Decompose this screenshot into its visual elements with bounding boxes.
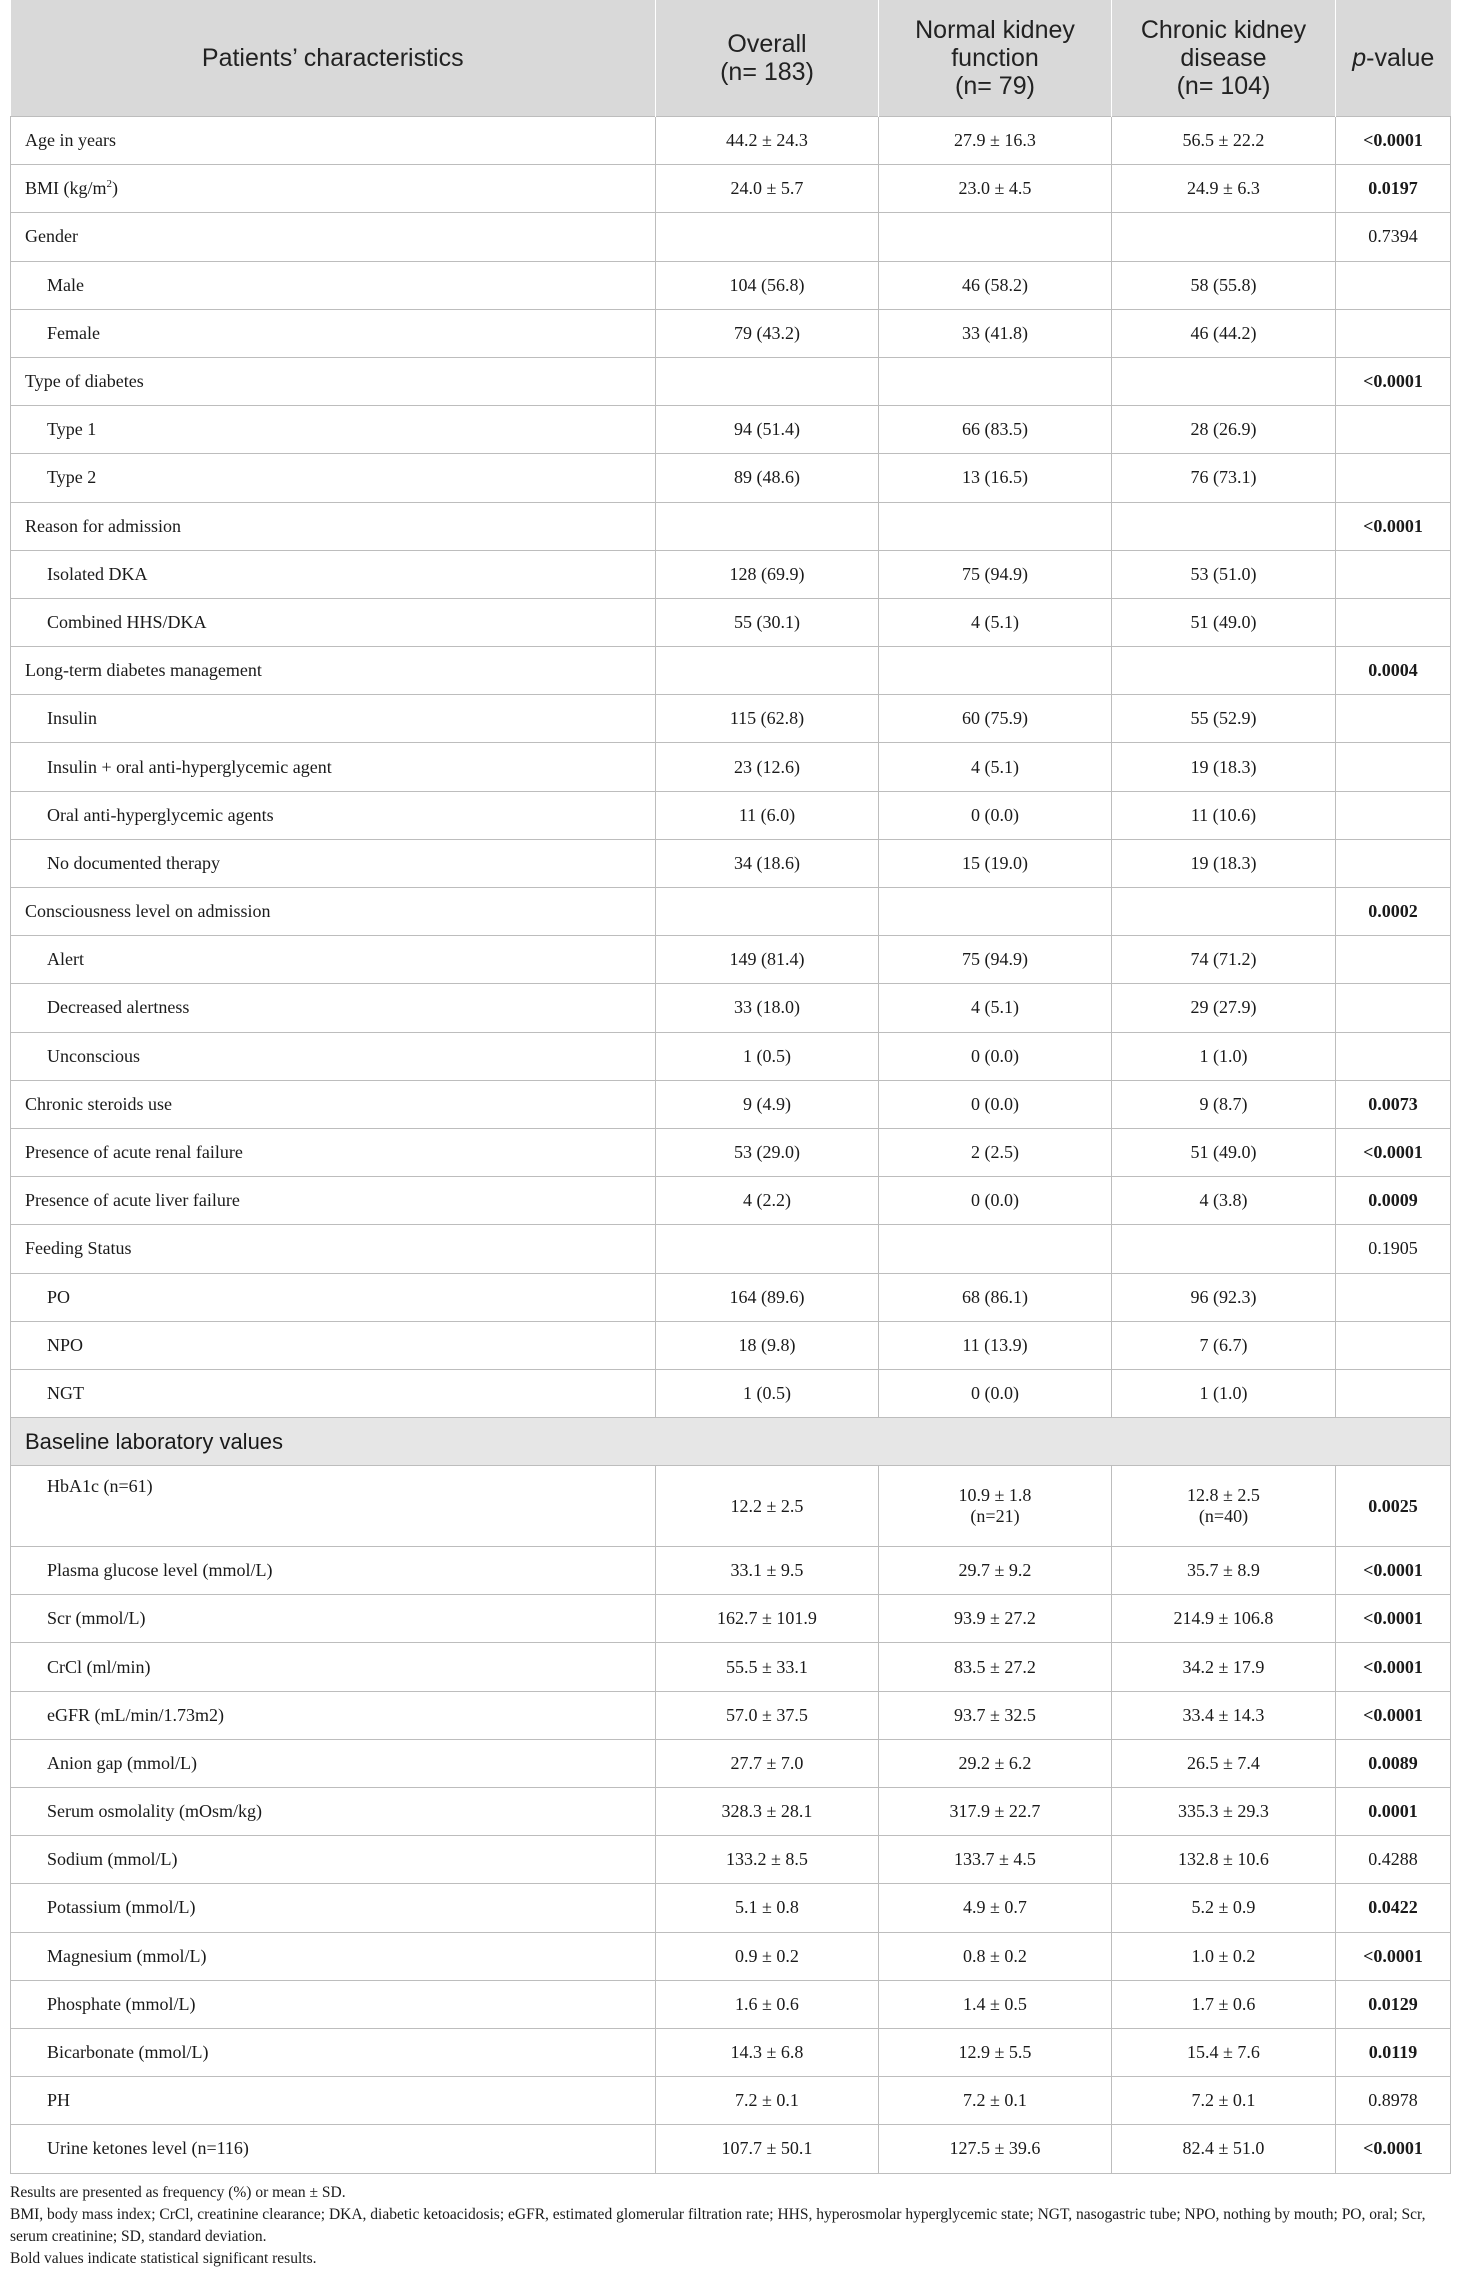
row-label: Gender — [11, 213, 656, 261]
row-label: Unconscious — [11, 1032, 656, 1080]
cell-overall — [656, 888, 879, 936]
cell-overall: 55 (30.1) — [656, 598, 879, 646]
header-ckd-n: (n= 104) — [1176, 72, 1271, 100]
cell-p-value — [1336, 1032, 1451, 1080]
table-row — [11, 502, 1451, 550]
cell-normal: 11 (13.9) — [879, 1321, 1112, 1369]
table-row — [11, 1466, 1451, 1547]
cell-p-value — [1336, 936, 1451, 984]
row-label: Type 1 — [11, 406, 656, 454]
cell-p-value: <0.0001 — [1336, 1643, 1451, 1691]
bmi-label-part: BMI (kg/m — [25, 178, 107, 199]
cell-normal-value: 10.9 ± 1.8 — [958, 1485, 1032, 1506]
cell-overall: 79 (43.2) — [656, 309, 879, 357]
cell-overall: 9 (4.9) — [656, 1080, 879, 1128]
cell-overall: 0.9 ± 0.2 — [656, 1932, 879, 1980]
row-label-text: HbA1c (n=61) — [47, 1476, 153, 1497]
cell-ckd: 7 (6.7) — [1112, 1321, 1336, 1369]
cell-normal: 60 (75.9) — [879, 695, 1112, 743]
cell-overall: 23 (12.6) — [656, 743, 879, 791]
cell-p-value: 0.0129 — [1336, 1980, 1451, 2028]
cell-overall: 44.2 ± 24.3 — [656, 117, 879, 165]
header-normal-line2: function — [951, 44, 1039, 72]
cell-overall: 1 (0.5) — [656, 1032, 879, 1080]
cell-overall: 14.3 ± 6.8 — [656, 2028, 879, 2076]
row-label: Oral anti-hyperglycemic agents — [11, 791, 656, 839]
footnote-1: Results are presented as frequency (%) or mean ± SD. — [10, 2183, 346, 2201]
cell-overall: 27.7 ± 7.0 — [656, 1739, 879, 1787]
cell-p-value — [1336, 406, 1451, 454]
row-label: Urine ketones level (n=116) — [11, 2125, 656, 2173]
cell-overall: 128 (69.9) — [656, 550, 879, 598]
cell-p-value: 0.0009 — [1336, 1177, 1451, 1225]
cell-p-value: <0.0001 — [1336, 1547, 1451, 1595]
cell-normal — [879, 647, 1112, 695]
cell-p-value: 0.0025 — [1336, 1466, 1451, 1547]
row-label — [11, 165, 656, 213]
cell-overall: 5.1 ± 0.8 — [656, 1884, 879, 1932]
table-row — [11, 1739, 1451, 1787]
cell-p-value: <0.0001 — [1336, 2125, 1451, 2173]
table-row — [11, 1643, 1451, 1691]
table-row — [11, 839, 1451, 887]
table-row — [11, 984, 1451, 1032]
table-body-characteristics — [11, 117, 1451, 1418]
table-row — [11, 261, 1451, 309]
table-row — [11, 1932, 1451, 1980]
cell-p-value: 0.4288 — [1336, 1836, 1451, 1884]
table-row — [11, 454, 1451, 502]
cell-p-value — [1336, 791, 1451, 839]
table-row — [11, 1691, 1451, 1739]
cell-ckd: 19 (18.3) — [1112, 839, 1336, 887]
cell-p-value — [1336, 309, 1451, 357]
cell-ckd: 82.4 ± 51.0 — [1112, 2125, 1336, 2173]
cell-p-value: 0.0089 — [1336, 1739, 1451, 1787]
table-header — [11, 0, 1451, 117]
table-row — [11, 2077, 1451, 2125]
cell-overall: 24.0 ± 5.7 — [656, 165, 879, 213]
cell-p-value — [1336, 984, 1451, 1032]
cell-ckd: 76 (73.1) — [1112, 454, 1336, 502]
table-row — [11, 2028, 1451, 2076]
cell-p-value: 0.0004 — [1336, 647, 1451, 695]
cell-ckd: 24.9 ± 6.3 — [1112, 165, 1336, 213]
cell-overall: 18 (9.8) — [656, 1321, 879, 1369]
cell-p-value: 0.0002 — [1336, 888, 1451, 936]
header-normal-kidney — [879, 0, 1112, 117]
cell-p-value — [1336, 261, 1451, 309]
cell-normal: 93.7 ± 32.5 — [879, 1691, 1112, 1739]
cell-ckd — [1112, 502, 1336, 550]
cell-ckd: 9 (8.7) — [1112, 1080, 1336, 1128]
cell-normal: 0 (0.0) — [879, 1080, 1112, 1128]
table-row — [11, 695, 1451, 743]
row-label: Alert — [11, 936, 656, 984]
cell-ckd: 1.0 ± 0.2 — [1112, 1932, 1336, 1980]
table-row — [11, 1980, 1451, 2028]
cell-p-value — [1336, 743, 1451, 791]
cell-ckd-n: (n=40) — [1198, 1506, 1249, 1527]
cell-normal: 15 (19.0) — [879, 839, 1112, 887]
cell-p-value: 0.0197 — [1336, 165, 1451, 213]
row-label: Reason for admission — [11, 502, 656, 550]
cell-p-value — [1336, 695, 1451, 743]
patient-characteristics-table — [10, 0, 1451, 2174]
cell-p-value: 0.0001 — [1336, 1788, 1451, 1836]
cell-ckd: 1.7 ± 0.6 — [1112, 1980, 1336, 2028]
cell-normal — [879, 1466, 1112, 1547]
cell-normal: 127.5 ± 39.6 — [879, 2125, 1112, 2173]
cell-ckd: 35.7 ± 8.9 — [1112, 1547, 1336, 1595]
cell-normal: 4 (5.1) — [879, 598, 1112, 646]
table-row — [11, 598, 1451, 646]
cell-overall: 107.7 ± 50.1 — [656, 2125, 879, 2173]
cell-p-value: <0.0001 — [1336, 502, 1451, 550]
row-label: NPO — [11, 1321, 656, 1369]
row-label: PH — [11, 2077, 656, 2125]
cell-p-value — [1336, 550, 1451, 598]
cell-normal: 0 (0.0) — [879, 1032, 1112, 1080]
row-label — [11, 1466, 656, 1547]
table-row — [11, 1547, 1451, 1595]
header-ckd — [1112, 0, 1336, 117]
cell-normal: 46 (58.2) — [879, 261, 1112, 309]
row-label: Long-term diabetes management — [11, 647, 656, 695]
header-overall-n: (n= 183) — [720, 58, 814, 86]
table-row — [11, 1128, 1451, 1176]
cell-overall: 11 (6.0) — [656, 791, 879, 839]
row-label: CrCl (ml/min) — [11, 1643, 656, 1691]
cell-normal: 0 (0.0) — [879, 791, 1112, 839]
cell-ckd — [1112, 357, 1336, 405]
row-label: Consciousness level on admission — [11, 888, 656, 936]
header-normal-line1: Normal kidney — [915, 16, 1075, 44]
cell-normal: 75 (94.9) — [879, 550, 1112, 598]
cell-ckd: 1 (1.0) — [1112, 1032, 1336, 1080]
section-title: Baseline laboratory values — [11, 1418, 1451, 1466]
header-p-italic: p — [1352, 44, 1367, 72]
header-characteristics: Patients’ characteristics — [11, 0, 656, 117]
cell-ckd — [1112, 888, 1336, 936]
cell-overall: 53 (29.0) — [656, 1128, 879, 1176]
cell-normal: 29.2 ± 6.2 — [879, 1739, 1112, 1787]
cell-ckd: 5.2 ± 0.9 — [1112, 1884, 1336, 1932]
cell-overall: 328.3 ± 28.1 — [656, 1788, 879, 1836]
row-label: Type 2 — [11, 454, 656, 502]
row-label: NGT — [11, 1369, 656, 1417]
cell-p-value — [1336, 1273, 1451, 1321]
cell-normal: 83.5 ± 27.2 — [879, 1643, 1112, 1691]
table-section-lab — [11, 1418, 1451, 1547]
cell-overall: 94 (51.4) — [656, 406, 879, 454]
cell-p-value — [1336, 1369, 1451, 1417]
cell-normal — [879, 1225, 1112, 1273]
row-label: Insulin + oral anti-hyperglycemic agent — [11, 743, 656, 791]
cell-normal — [879, 213, 1112, 261]
cell-p-value: 0.0119 — [1336, 2028, 1451, 2076]
cell-ckd: 29 (27.9) — [1112, 984, 1336, 1032]
bmi-label-part: ) — [112, 178, 119, 199]
cell-ckd — [1112, 213, 1336, 261]
cell-p-value — [1336, 598, 1451, 646]
cell-overall: 104 (56.8) — [656, 261, 879, 309]
row-label: Serum osmolality (mOsm/kg) — [11, 1788, 656, 1836]
cell-ckd: 1 (1.0) — [1112, 1369, 1336, 1417]
cell-ckd: 51 (49.0) — [1112, 598, 1336, 646]
cell-ckd: 33.4 ± 14.3 — [1112, 1691, 1336, 1739]
cell-overall — [656, 1225, 879, 1273]
cell-p-value: <0.0001 — [1336, 1691, 1451, 1739]
table-row — [11, 1369, 1451, 1417]
cell-ckd: 26.5 ± 7.4 — [1112, 1739, 1336, 1787]
cell-normal: 4.9 ± 0.7 — [879, 1884, 1112, 1932]
cell-normal: 1.4 ± 0.5 — [879, 1980, 1112, 2028]
section-row — [11, 1418, 1451, 1466]
cell-overall: 89 (48.6) — [656, 454, 879, 502]
cell-normal: 75 (94.9) — [879, 936, 1112, 984]
cell-normal — [879, 502, 1112, 550]
cell-normal: 4 (5.1) — [879, 743, 1112, 791]
row-label: Decreased alertness — [11, 984, 656, 1032]
row-label: No documented therapy — [11, 839, 656, 887]
cell-normal: 133.7 ± 4.5 — [879, 1836, 1112, 1884]
cell-ckd: 7.2 ± 0.1 — [1112, 2077, 1336, 2125]
cell-normal: 23.0 ± 4.5 — [879, 165, 1112, 213]
cell-overall — [656, 502, 879, 550]
table-row — [11, 1836, 1451, 1884]
cell-ckd — [1112, 1225, 1336, 1273]
cell-overall: 1.6 ± 0.6 — [656, 1980, 879, 2028]
cell-ckd-value: 12.8 ± 2.5 — [1187, 1485, 1260, 1506]
cell-normal: 27.9 ± 16.3 — [879, 117, 1112, 165]
cell-overall: 7.2 ± 0.1 — [656, 2077, 879, 2125]
table-row — [11, 117, 1451, 165]
cell-ckd: 214.9 ± 106.8 — [1112, 1595, 1336, 1643]
cell-p-value: <0.0001 — [1336, 1128, 1451, 1176]
cell-ckd: 11 (10.6) — [1112, 791, 1336, 839]
cell-ckd: 96 (92.3) — [1112, 1273, 1336, 1321]
row-label: Combined HHS/DKA — [11, 598, 656, 646]
table-row — [11, 1080, 1451, 1128]
cell-normal — [879, 357, 1112, 405]
cell-normal — [879, 888, 1112, 936]
cell-p-value: 0.1905 — [1336, 1225, 1451, 1273]
cell-ckd: 132.8 ± 10.6 — [1112, 1836, 1336, 1884]
cell-p-value: <0.0001 — [1336, 1595, 1451, 1643]
cell-normal: 4 (5.1) — [879, 984, 1112, 1032]
cell-ckd: 51 (49.0) — [1112, 1128, 1336, 1176]
row-label: Anion gap (mmol/L) — [11, 1739, 656, 1787]
row-label: PO — [11, 1273, 656, 1321]
footnote-3: Bold values indicate statistical significant results. — [10, 2250, 317, 2268]
footnote-2: BMI, body mass index; CrCl, creatinine clearance; DKA, diabetic ketoacidosis; eGFR, estimated glomerular filtration rate; HHS, hyperosmolar hyperglycemic state; NGT, nasogastric tube; NPO, nothing by mouth; PO, oral; Scr, serum creatinine; SD, standard deviation. — [10, 2205, 1426, 2246]
cell-p-value: 0.8978 — [1336, 2077, 1451, 2125]
table-row — [11, 936, 1451, 984]
table-row — [11, 888, 1451, 936]
cell-ckd: 55 (52.9) — [1112, 695, 1336, 743]
cell-overall: 115 (62.8) — [656, 695, 879, 743]
row-label: Bicarbonate (mmol/L) — [11, 2028, 656, 2076]
header-overall — [656, 0, 879, 117]
table-row — [11, 2125, 1451, 2173]
table-row — [11, 1225, 1451, 1273]
cell-ckd: 19 (18.3) — [1112, 743, 1336, 791]
cell-p-value: 0.0422 — [1336, 1884, 1451, 1932]
cell-normal: 13 (16.5) — [879, 454, 1112, 502]
cell-p-value — [1336, 839, 1451, 887]
row-label: Phosphate (mmol/L) — [11, 1980, 656, 2028]
row-label: Feeding Status — [11, 1225, 656, 1273]
cell-normal: 68 (86.1) — [879, 1273, 1112, 1321]
cell-ckd: 34.2 ± 17.9 — [1112, 1643, 1336, 1691]
header-ckd-line2: disease — [1180, 44, 1267, 72]
cell-normal: 7.2 ± 0.1 — [879, 2077, 1112, 2125]
cell-overall: 12.2 ± 2.5 — [656, 1466, 879, 1547]
header-p-rest: -value — [1366, 44, 1435, 72]
cell-overall: 4 (2.2) — [656, 1177, 879, 1225]
cell-ckd: 15.4 ± 7.6 — [1112, 2028, 1336, 2076]
row-label: Female — [11, 309, 656, 357]
row-label: Insulin — [11, 695, 656, 743]
cell-normal: 2 (2.5) — [879, 1128, 1112, 1176]
table-row — [11, 406, 1451, 454]
cell-overall: 55.5 ± 33.1 — [656, 1643, 879, 1691]
cell-normal: 0.8 ± 0.2 — [879, 1932, 1112, 1980]
cell-normal: 0 (0.0) — [879, 1369, 1112, 1417]
row-label: Age in years — [11, 117, 656, 165]
cell-normal: 33 (41.8) — [879, 309, 1112, 357]
table-row — [11, 1884, 1451, 1932]
table-row — [11, 1788, 1451, 1836]
row-label: Magnesium (mmol/L) — [11, 1932, 656, 1980]
cell-overall: 164 (89.6) — [656, 1273, 879, 1321]
cell-normal: 0 (0.0) — [879, 1177, 1112, 1225]
row-label: Chronic steroids use — [11, 1080, 656, 1128]
cell-p-value: 0.7394 — [1336, 213, 1451, 261]
cell-overall: 162.7 ± 101.9 — [656, 1595, 879, 1643]
cell-overall: 34 (18.6) — [656, 839, 879, 887]
table-row — [11, 743, 1451, 791]
header-normal-n: (n= 79) — [955, 72, 1035, 100]
cell-p-value: <0.0001 — [1336, 117, 1451, 165]
table-row — [11, 357, 1451, 405]
cell-normal: 12.9 ± 5.5 — [879, 2028, 1112, 2076]
table-footnotes — [10, 2182, 1450, 2271]
table-row — [11, 550, 1451, 598]
cell-ckd: 46 (44.2) — [1112, 309, 1336, 357]
cell-ckd — [1112, 1466, 1336, 1547]
cell-overall — [656, 213, 879, 261]
row-label: Presence of acute renal failure — [11, 1128, 656, 1176]
cell-p-value: <0.0001 — [1336, 357, 1451, 405]
cell-normal: 66 (83.5) — [879, 406, 1112, 454]
row-label: Isolated DKA — [11, 550, 656, 598]
cell-normal: 93.9 ± 27.2 — [879, 1595, 1112, 1643]
cell-ckd — [1112, 647, 1336, 695]
table-body-lab — [11, 1547, 1451, 2173]
row-label: Plasma glucose level (mmol/L) — [11, 1547, 656, 1595]
cell-overall: 33 (18.0) — [656, 984, 879, 1032]
cell-ckd: 56.5 ± 22.2 — [1112, 117, 1336, 165]
cell-overall: 57.0 ± 37.5 — [656, 1691, 879, 1739]
cell-overall: 1 (0.5) — [656, 1369, 879, 1417]
table-row — [11, 1595, 1451, 1643]
cell-ckd: 4 (3.8) — [1112, 1177, 1336, 1225]
table-row — [11, 309, 1451, 357]
table-row — [11, 647, 1451, 695]
row-label: Male — [11, 261, 656, 309]
cell-ckd: 28 (26.9) — [1112, 406, 1336, 454]
header-ckd-line1: Chronic kidney — [1140, 16, 1307, 44]
cell-ckd: 74 (71.2) — [1112, 936, 1336, 984]
cell-overall: 133.2 ± 8.5 — [656, 1836, 879, 1884]
header-p-value — [1336, 0, 1451, 117]
table-row — [11, 213, 1451, 261]
cell-normal-n: (n=21) — [970, 1506, 1020, 1527]
cell-p-value — [1336, 454, 1451, 502]
cell-ckd: 335.3 ± 29.3 — [1112, 1788, 1336, 1836]
table-row — [11, 1032, 1451, 1080]
row-label: Type of diabetes — [11, 357, 656, 405]
table-row — [11, 165, 1451, 213]
cell-p-value: <0.0001 — [1336, 1932, 1451, 1980]
row-label: Presence of acute liver failure — [11, 1177, 656, 1225]
row-label: Potassium (mmol/L) — [11, 1884, 656, 1932]
table-row — [11, 1177, 1451, 1225]
row-label: Scr (mmol/L) — [11, 1595, 656, 1643]
cell-ckd: 53 (51.0) — [1112, 550, 1336, 598]
header-overall-title: Overall — [727, 30, 807, 58]
cell-normal: 29.7 ± 9.2 — [879, 1547, 1112, 1595]
cell-p-value: 0.0073 — [1336, 1080, 1451, 1128]
cell-p-value — [1336, 1321, 1451, 1369]
row-label: Sodium (mmol/L) — [11, 1836, 656, 1884]
cell-overall: 149 (81.4) — [656, 936, 879, 984]
cell-overall — [656, 647, 879, 695]
table-row — [11, 1273, 1451, 1321]
cell-overall — [656, 357, 879, 405]
row-label: eGFR (mL/min/1.73m2) — [11, 1691, 656, 1739]
table-row — [11, 791, 1451, 839]
table-row — [11, 1321, 1451, 1369]
cell-overall: 33.1 ± 9.5 — [656, 1547, 879, 1595]
cell-normal: 317.9 ± 22.7 — [879, 1788, 1112, 1836]
cell-ckd: 58 (55.8) — [1112, 261, 1336, 309]
bmi-label-part: 2 — [106, 178, 113, 191]
